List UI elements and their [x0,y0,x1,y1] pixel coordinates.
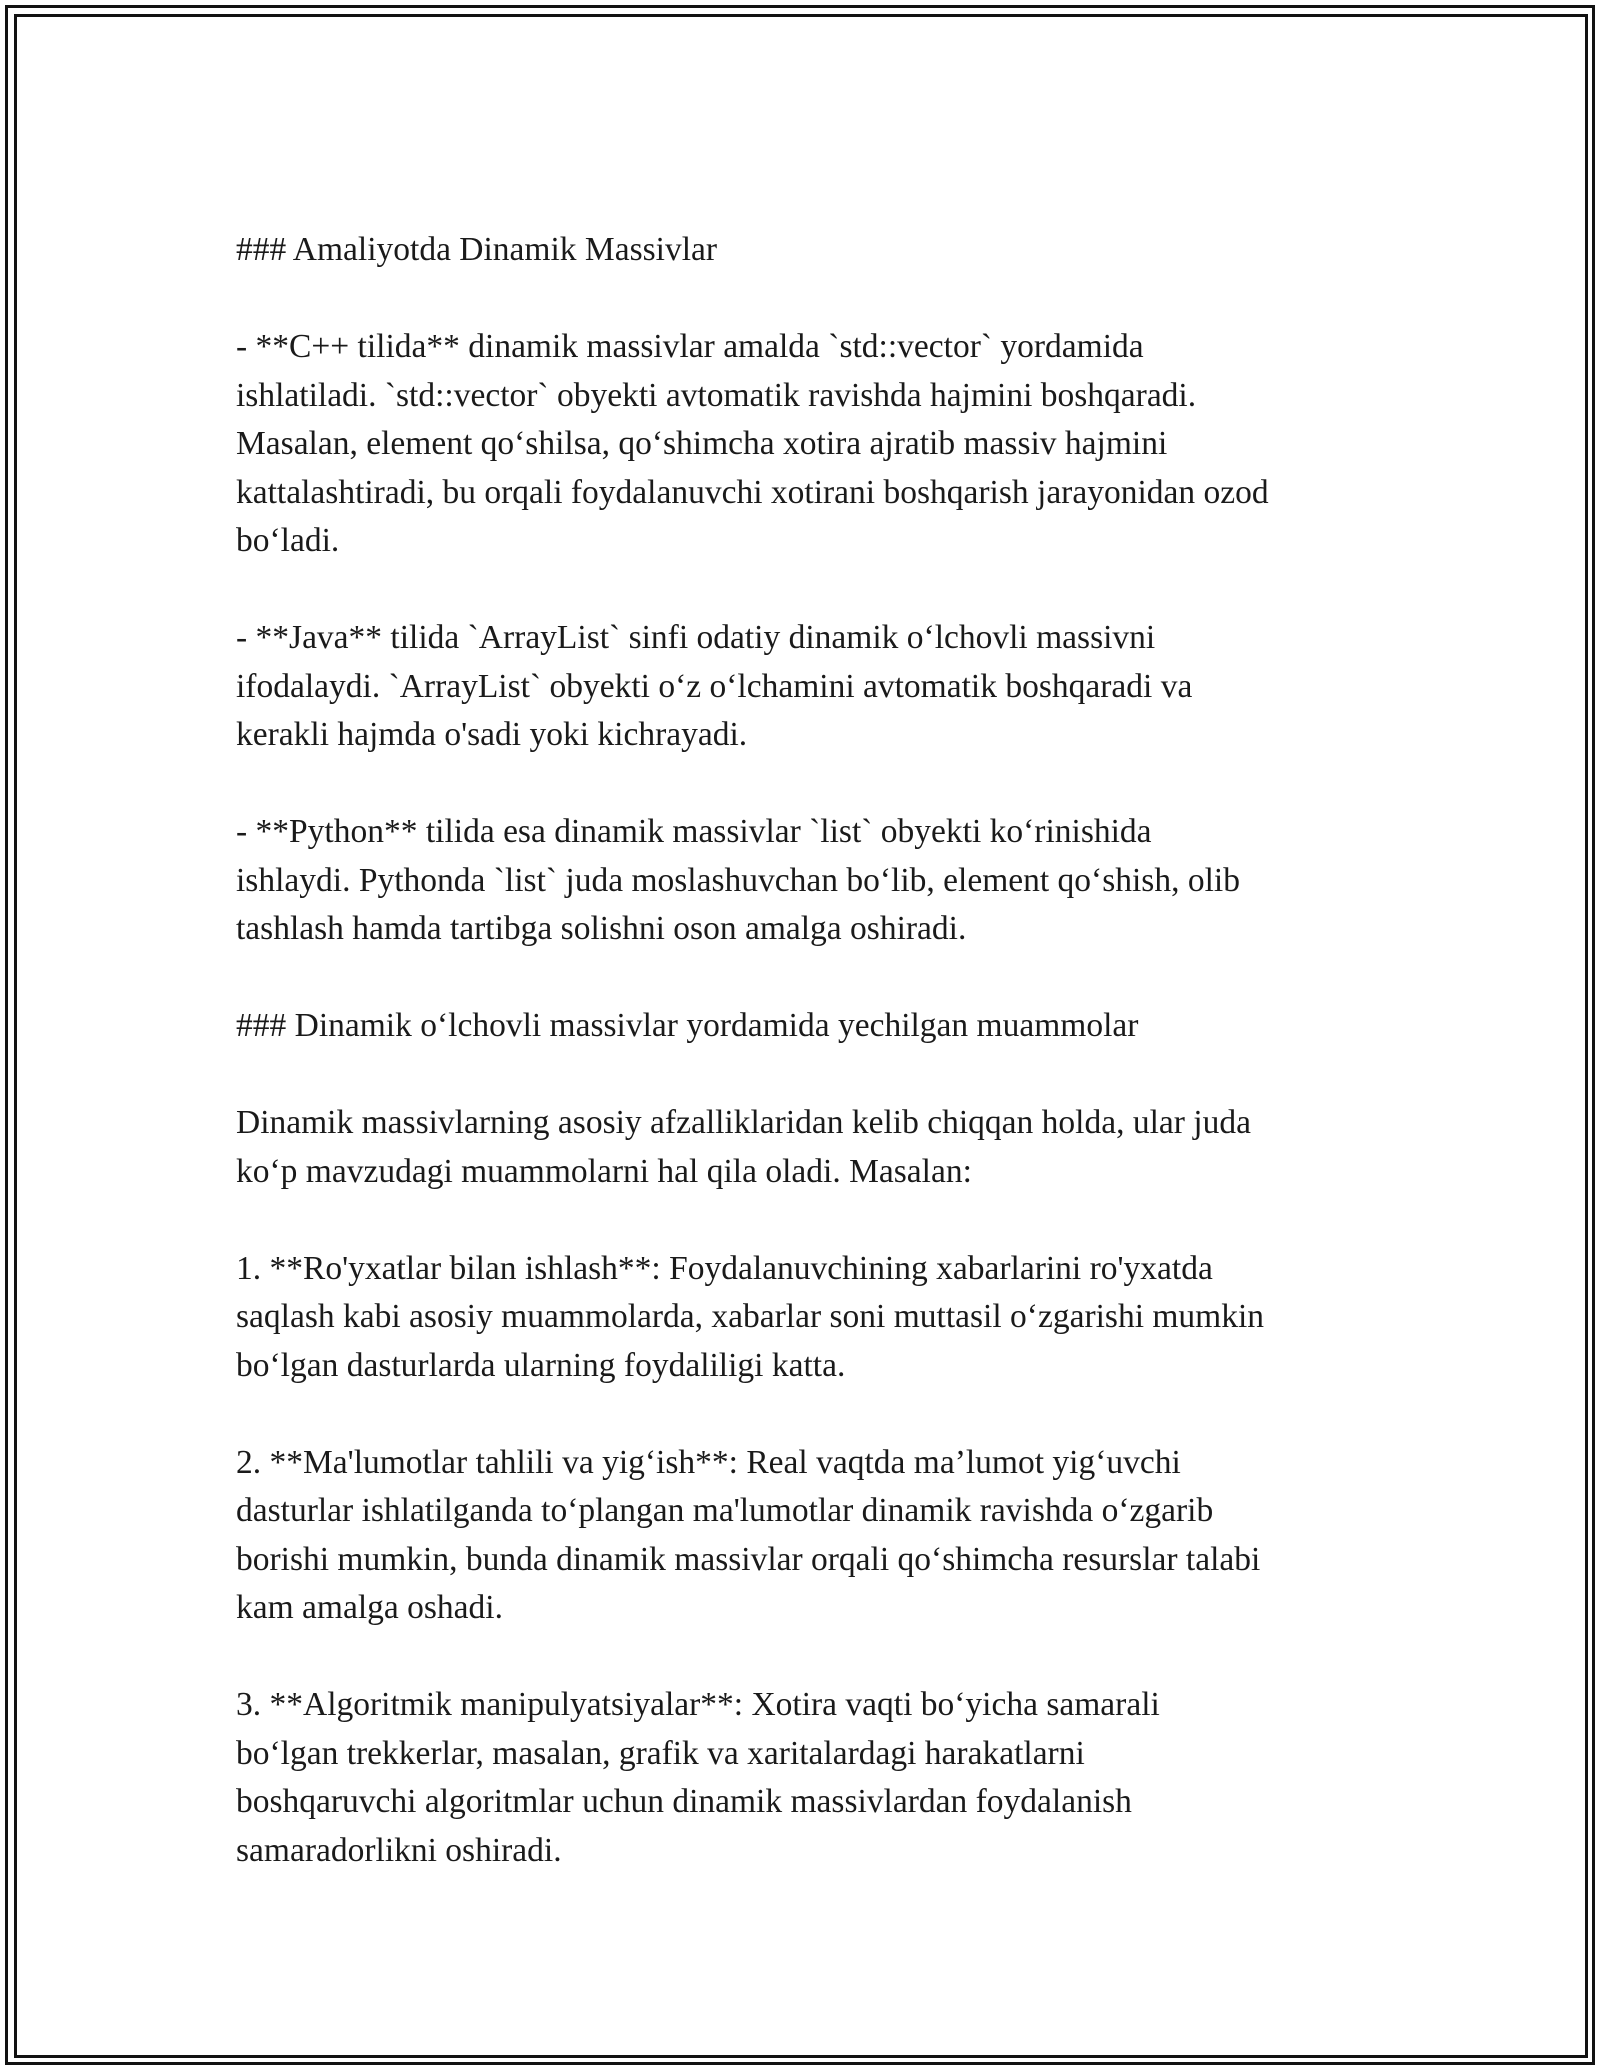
list-item-3: 3. **Algoritmik manipulyatsiyalar**: Xotira vaqti bo‘yicha samarali bo‘lgan trekkerlar, masalan, grafik va xaritalardagi harakatlarni boshqaruvchi algoritmlar uchun dinamik massivlardan foydalanish samaradorlikni oshiradi. [236,1686,1160,1869]
section-heading-problems: ### Dinamik o‘lchovli massivlar yordamida yechilgan muammolar [236,1007,1139,1044]
paragraph-java: - **Java** tilida `ArrayList` sinfi odatiy dinamik o‘lchovli massivni ifodalaydi. `ArrayList` obyekti o‘z o‘lchamini avtomatik boshqaradi va kerakli hajmda o'sadi yoki kichrayadi. [236,619,1193,753]
document-body [236,226,1386,1875]
paragraph-cpp: - **C++ tilida** dinamik massivlar amalda `std::vector` yordamida ishlatiladi. `std::vector` obyekti avtomatik ravishda hajmini boshqaradi. Masalan, element qo‘shilsa, qo‘shimcha xotira ajratib massiv hajmini kattalashtiradi, bu orqali foydalanuvchi xotirani boshqarish jarayonidan ozod bo‘ladi. [236,328,1269,559]
list-item-1: 1. **Ro'yxatlar bilan ishlash**: Foydalanuvchining xabarlarini ro'yxatda saqlash kabi asosiy muammolarda, xabarlar soni muttasil o‘zgarishi mumkin bo‘lgan dasturlarda ularning foydaliligi katta. [236,1249,1265,1384]
list-item-2: 2. **Ma'lumotlar tahlili va yig‘ish**: Real vaqtda ma’lumot yig‘uvchi dasturlar ishlatilganda to‘plangan ma'lumotlar dinamik ravishda o‘zgarib borishi mumkin, bunda dinamik massivlar orqali qo‘shimcha resurslar talabi kam amalga oshadi. [236,1443,1261,1626]
section-heading-practice: ### Amaliyotda Dinamik Massivlar [236,231,718,268]
paragraph-intro: Dinamik massivlarning asosiy afzalliklaridan kelib chiqqan holda, ular juda ko‘p mavzudagi muammolarni hal qila oladi. Masalan: [236,1104,1251,1190]
paragraph-python: - **Python** tilida esa dinamik massivlar `list` obyekti ko‘rinishida ishlaydi. Pythonda `list` juda moslashuvchan bo‘lib, element qo‘shish, olib tashlash hamda tartibga solishni oson amalga oshiradi. [236,813,1240,947]
